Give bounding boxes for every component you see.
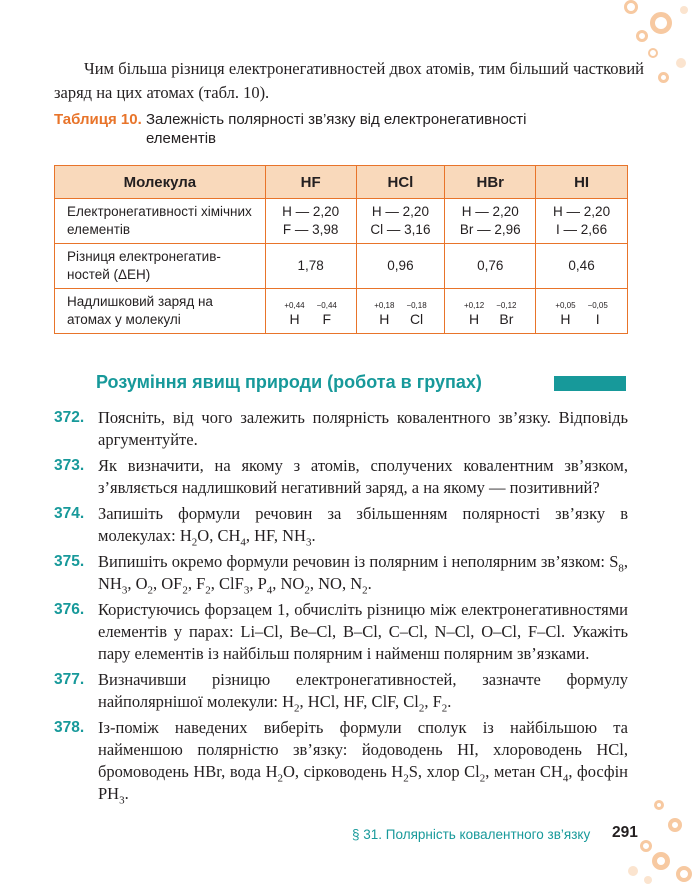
cell-line: F — 3,98 — [282, 222, 339, 237]
table-row — [55, 289, 628, 334]
exercise-text: Як визначити, на якому з атомів, сполучених ковалентним зв’язком, з’являється надлишковий негативний заряд, а на якому — позитивний? — [98, 456, 628, 497]
exercise-text: Із-поміж наведених виберіть формули сполук із найбільшою та найменшою полярністю зв’язку: йодоводень HI, хлороводень HCl, бромоводень HBr, вода $H_2O$, сірководень $H_2S$, хлор $Cl_2$, метан $CH_4$, фосфін $PH_3$. — [98, 718, 628, 807]
decor-dot — [628, 866, 638, 876]
atom-charge — [374, 301, 394, 327]
row-label: Різниця електронегативностей (ΔEH) — [55, 244, 266, 289]
charge-value: −0,12 — [496, 301, 517, 310]
row-label: Електронегативності хімічних елементів — [55, 199, 266, 244]
decor-dot — [654, 800, 664, 810]
exercise-number: 373. — [54, 457, 85, 474]
cell-line: H — 2,20 — [553, 204, 611, 219]
charge-value: +0,05 — [555, 301, 576, 310]
decor-dot — [624, 0, 638, 14]
decor-dot — [652, 852, 670, 870]
atom-charge — [496, 301, 516, 327]
exercise-item — [54, 669, 628, 713]
table-cell — [536, 289, 628, 334]
element-symbol: H — [379, 311, 390, 327]
element-symbol: F — [322, 311, 332, 327]
decor-dot — [648, 48, 658, 58]
table-caption-text: Залежність полярності зв’язку від електронегативності елементів — [145, 111, 527, 147]
table-row — [55, 199, 628, 244]
exercise-number: 372. — [54, 409, 85, 426]
exercise-item — [54, 551, 628, 595]
decor-dot — [668, 818, 682, 832]
charge-value: +0,12 — [463, 301, 485, 310]
exercise-number: 375. — [54, 553, 85, 570]
element-symbol: Cl — [409, 311, 424, 327]
table-cell — [356, 289, 445, 334]
exercise-number: 377. — [54, 671, 85, 688]
decor-dot — [636, 30, 648, 42]
exercise-number: 378. — [54, 719, 85, 736]
table-cell: 0,46 — [536, 244, 628, 289]
atom-charge — [588, 301, 608, 327]
cell-line: H — 2,20 — [461, 204, 519, 219]
table-cell — [265, 199, 356, 244]
exercise-text: Випишіть окремо формули речовин із полярним і неполярним зв’язком: $S_8$, $NH_3$, $O_2$, $OF_2$, $F_2$, ClF$_3$, $P_4$, $NO_2$, NO, $N_2$. — [98, 552, 628, 597]
exercise-list — [54, 407, 628, 809]
exercise-text: Поясніть, від чого залежить полярність ковалентного зв’язку. Відповідь аргументуйте. — [98, 408, 628, 449]
decor-dot — [676, 866, 692, 882]
table-cell — [536, 199, 628, 244]
table-header-row — [55, 166, 628, 199]
exercise-text: Визначивши різницю електронегативностей, зазначте формулу найполярнішої молекули: $H_2$, HCl, HF, ClF, $Cl_2$, $F_2$. — [98, 670, 628, 715]
cell-line: H — 2,20 — [282, 204, 340, 219]
exercise-item — [54, 455, 628, 499]
cell-line: Cl — 3,16 — [370, 222, 431, 237]
exercise-number: 374. — [54, 505, 85, 522]
header-cell: HF — [265, 166, 356, 199]
exercise-text: Користуючись форзацем 1, обчисліть різницю між електронегативностями елементів у парах: Li–Cl, Be–Cl, B–Cl, C–Cl, N–Cl, O–Cl, F–Cl. Укажіть пару елементів із найбільш полярним і найменш полярним зв’язками. — [98, 600, 628, 663]
table-cell — [445, 199, 536, 244]
charge-value: −0,44 — [316, 301, 337, 310]
row-label: Надлишковий заряд на атомах у молекулі — [55, 289, 266, 334]
decor-dot — [676, 58, 686, 68]
charge-value: −0,05 — [587, 301, 608, 310]
header-cell: HCl — [356, 166, 445, 199]
cell-line: I — 2,66 — [556, 222, 608, 237]
decor-dot — [658, 72, 669, 83]
exercise-item — [54, 407, 628, 451]
decor-dot — [650, 12, 672, 34]
charge-value: +0,44 — [284, 301, 305, 310]
decor-dot — [640, 840, 652, 852]
table-caption-label: Таблиця 10. — [54, 111, 142, 128]
element-symbol: Br — [499, 311, 514, 327]
header-cell: Молекула — [55, 166, 266, 199]
atom-charge — [284, 301, 304, 327]
header-cell: HBr — [445, 166, 536, 199]
section-heading-bar — [554, 376, 626, 391]
header-cell: HI — [536, 166, 628, 199]
exercise-text: Запишіть формули речовин за збільшенням полярності зв’язку в молекулах: $H_2O$, $CH_4$, HF, $NH_3$. — [98, 504, 628, 549]
intro-paragraph: Чим більша різниця електронегативностей двох атомів, тим більший частковий заряд на цих атомах (табл. 10). — [54, 59, 644, 102]
table-row — [55, 244, 628, 289]
charge-value: +0,18 — [374, 301, 395, 310]
element-symbol: H — [289, 311, 300, 327]
exercise-item — [54, 599, 628, 665]
charge-value: −0,18 — [406, 301, 427, 310]
footer-section-title: § 31. Полярність ковалентного зв’язку — [352, 827, 591, 842]
table-cell — [445, 289, 536, 334]
table-caption — [54, 110, 634, 148]
cell-line: Br — 2,96 — [459, 222, 521, 237]
decor-dot — [680, 6, 688, 14]
table-cell — [265, 289, 356, 334]
cell-line: H — 2,20 — [371, 204, 429, 219]
table-cell: 0,96 — [356, 244, 445, 289]
table-cell: 1,78 — [265, 244, 356, 289]
element-symbol: H — [469, 311, 480, 327]
atom-charge — [317, 301, 337, 327]
element-symbol: I — [595, 311, 600, 327]
decor-dot — [644, 876, 652, 884]
polarity-table — [54, 165, 628, 334]
section-heading: Розуміння явищ природи (робота в групах) — [96, 372, 482, 392]
element-symbol: H — [560, 311, 571, 327]
exercise-item — [54, 717, 628, 805]
table-cell: 0,76 — [445, 244, 536, 289]
exercise-item — [54, 503, 628, 547]
atom-charge — [555, 301, 575, 327]
atom-charge — [464, 301, 484, 327]
atom-charge — [406, 301, 426, 327]
page-number: 291 — [612, 824, 638, 841]
exercise-number: 376. — [54, 601, 85, 618]
table-cell — [356, 199, 445, 244]
